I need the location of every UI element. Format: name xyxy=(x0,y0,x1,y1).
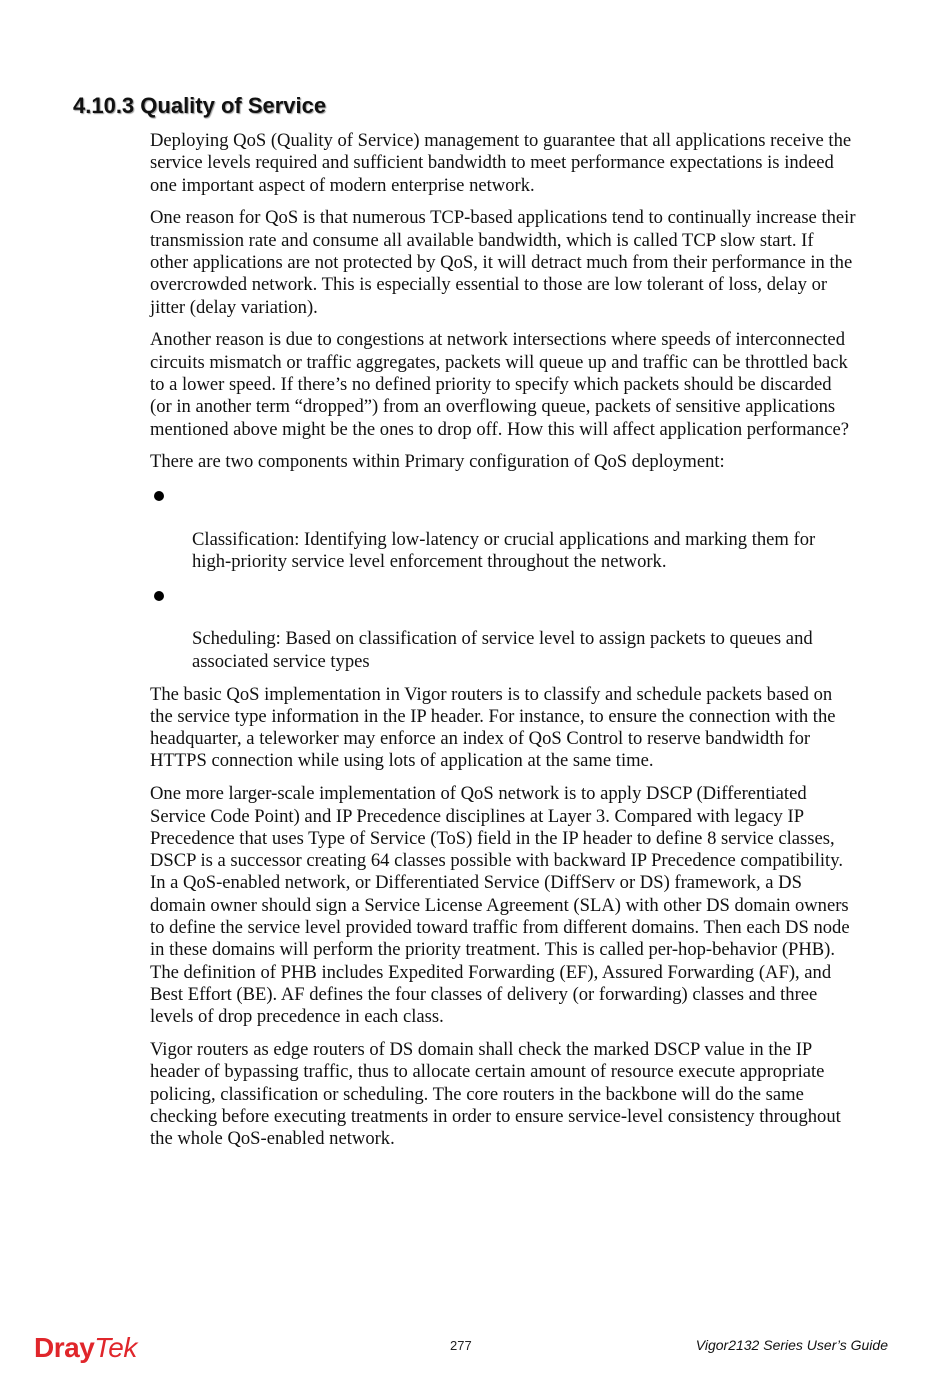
bullet-text: Classification: Identifying low-latency or crucial applications and marking them for high-priority service level enforcement throughout the network. xyxy=(192,528,816,573)
section-heading: 4.10.3 Quality of Service xyxy=(73,93,327,118)
bullet-icon xyxy=(154,491,164,501)
body-text xyxy=(150,130,900,1161)
bullet-icon xyxy=(154,591,164,601)
page-number: 277 xyxy=(450,1338,472,1353)
paragraph: There are two components within Primary configuration of QoS deployment: xyxy=(150,451,725,473)
draytek-logo xyxy=(34,1332,137,1364)
logo-dray: Dray xyxy=(34,1332,95,1363)
bullet-item xyxy=(150,484,900,573)
paragraph: Deploying QoS (Quality of Service) management to guarantee that all applications receive the service levels required and sufficient bandwidth to meet performance expectations is indeed one important aspect of modern enterprise network. xyxy=(150,130,852,196)
paragraph: One reason for QoS is that numerous TCP-based applications tend to continually increase their transmission rate and consume all available bandwidth, which is called TCP slow start. If other applications are not protected by QoS, it will detract much from their performance in the overcrowded network. This is especially essential to those are low tolerant of loss, delay or jitter (delay variation). xyxy=(150,207,856,318)
guide-title: Vigor2132 Series User’s Guide xyxy=(695,1337,888,1353)
paragraph: One more larger-scale implementation of QoS network is to apply DSCP (Differentiated Service Code Point) and IP Precedence disciplines at Layer 3. Compared with legacy IP Precedence that uses Type of Service (ToS) field in the IP header to define 8 service classes, DSCP is a successor creating 64 classes possible with backward IP Precedence compatibility. In a QoS-enabled network, or Differentiated Service (DiffServ or DS) framework, a DS domain owner should sign a Service License Agreement (SLA) with other DS domain owners to define the service level provided toward traffic from different domains. Then each DS node in these domains will perform the priority treatment. This is called per-hop-behavior (PHB). The definition of PHB includes Expedited Forwarding (EF), Assured Forwarding (AF), and Best Effort (BE). AF defines the four classes of delivery (or forwarding) classes and three levels of drop precedence in each class. xyxy=(150,783,850,1028)
paragraph: Another reason is due to congestions at network intersections where speeds of interconnected circuits mismatch or traffic aggregates, packets will queue up and traffic can be throttled back to a lower speed. If there’s no defined priority to specify which packets should be discarded (or in another term “dropped”) from an overflowing queue, packets of sensitive applications mentioned above might be the ones to drop off. How this will affect application performance? xyxy=(150,329,849,440)
paragraph: Vigor routers as edge routers of DS domain shall check the marked DSCP value in the IP header of bypassing traffic, thus to allocate certain amount of resource execute appropriate policing, classification or scheduling. The core routers in the backbone will do the same checking before executing treatments in order to ensure service-level consistency throughout the whole QoS-enabled network. xyxy=(150,1038,841,1150)
bullet-item xyxy=(150,584,900,673)
logo-tek: Tek xyxy=(94,1332,137,1363)
paragraph: The basic QoS implementation in Vigor routers is to classify and schedule packets based on the service type information in the IP header. For instance, to ensure the connection with the headquarter, a teleworker may enforce an index of QoS Control to reserve bandwidth for HTTPS connection while using lots of application at the same time. xyxy=(150,683,836,772)
bullet-text: Scheduling: Based on classification of service level to assign packets to queues and associated service types xyxy=(192,628,813,672)
